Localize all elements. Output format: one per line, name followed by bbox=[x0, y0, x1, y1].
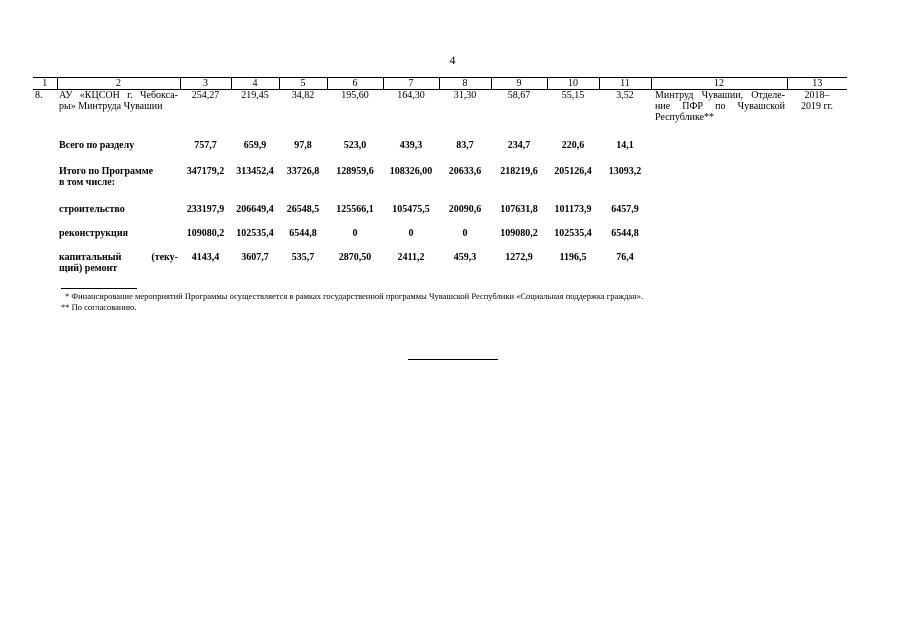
cell-value: 205126,4 bbox=[554, 165, 592, 177]
cell-value: 3607,7 bbox=[241, 251, 269, 263]
col-header: 8 bbox=[439, 78, 491, 90]
table-row bbox=[33, 166, 847, 204]
row-label: реконструкция bbox=[59, 227, 128, 239]
cell-value: 254,27 bbox=[191, 90, 220, 101]
page-number: 4 bbox=[449, 53, 456, 67]
org-name-line1: АУ «КЦСОН г. Чебокса- bbox=[59, 90, 178, 101]
cell-value: 108326,00 bbox=[389, 165, 433, 177]
cell-value: 234,7 bbox=[507, 139, 531, 151]
table-row bbox=[33, 204, 847, 228]
cell-value: 101173,9 bbox=[554, 203, 592, 215]
cell-value: 347179,2 bbox=[186, 165, 225, 177]
cell-value: 1196,5 bbox=[559, 251, 587, 263]
footnote-1: * Финансирование мероприятий Программы осуществляется в рамках государственной программы Чувашской Республики «Социальная поддержка граждан». bbox=[65, 291, 644, 301]
cell-value: 58,67 bbox=[507, 90, 531, 101]
cell-value: 439,3 bbox=[399, 139, 423, 151]
cell-value: 6544,8 bbox=[289, 227, 317, 239]
cell-value: 13093,2 bbox=[608, 165, 642, 177]
cell-value: 34,82 bbox=[291, 90, 315, 101]
cell-value: 535,7 bbox=[291, 251, 315, 263]
program-table bbox=[33, 77, 847, 280]
table-row bbox=[33, 140, 847, 166]
cell-value: 26548,5 bbox=[286, 203, 320, 215]
table-row bbox=[33, 228, 847, 252]
cell-value: 20633,6 bbox=[448, 165, 482, 177]
cell-value: 1272,9 bbox=[505, 251, 533, 263]
executor bbox=[651, 90, 787, 140]
cell-value: 0 bbox=[408, 227, 414, 239]
row-label: строительство bbox=[59, 203, 125, 215]
footnote-divider bbox=[61, 288, 137, 289]
cell-value: 218219,6 bbox=[500, 165, 538, 177]
header-row bbox=[33, 78, 847, 90]
term-line2: 2019 гг. bbox=[800, 101, 834, 112]
cell-value: 0 bbox=[462, 227, 468, 239]
col-header: 9 bbox=[491, 78, 547, 90]
cell-value: 76,4 bbox=[616, 251, 634, 263]
cell-value: 219,45 bbox=[241, 90, 269, 101]
cell-value: 757,7 bbox=[194, 139, 217, 151]
col-header: 4 bbox=[231, 78, 279, 90]
col-header: 1 bbox=[33, 78, 57, 90]
term-line1: 2018– bbox=[804, 90, 830, 101]
cell-value: 20090,6 bbox=[448, 203, 482, 215]
col-header: 7 bbox=[383, 78, 439, 90]
col-header: 3 bbox=[180, 78, 231, 90]
cell-value: 195,60 bbox=[341, 90, 369, 101]
cell-value: 107631,8 bbox=[500, 203, 538, 215]
cell-value: 109080,2 bbox=[500, 227, 538, 239]
row-label: Всего по разделу bbox=[59, 139, 135, 151]
cell-value: 523,0 bbox=[343, 139, 367, 151]
executor-line1: Минтруд Чувашии, Отделе- bbox=[655, 90, 785, 101]
executor-line2: ние ПФР по Чувашской bbox=[655, 101, 785, 112]
cell-value: 102535,4 bbox=[554, 227, 592, 239]
cell-value: 102535,4 bbox=[236, 227, 274, 239]
col-header: 11 bbox=[599, 78, 651, 90]
col-header: 13 bbox=[787, 78, 847, 90]
footnote-2: ** По согласованию. bbox=[61, 302, 137, 312]
cell-value: 83,7 bbox=[456, 139, 474, 151]
cell-value: 2411,2 bbox=[397, 251, 425, 263]
cell-value: 97,8 bbox=[294, 139, 312, 151]
cell-value: 459,3 bbox=[453, 251, 477, 263]
col-header: 6 bbox=[327, 78, 383, 90]
cell-value: 128959,6 bbox=[336, 165, 374, 177]
org-name-line2: ры» Минтруда Чувашии bbox=[59, 101, 163, 112]
cell-value: 125566,1 bbox=[336, 203, 374, 215]
row-number: 8. bbox=[35, 90, 43, 101]
cell-value: 206649,4 bbox=[236, 203, 274, 215]
cell-value: 6457,9 bbox=[611, 203, 639, 215]
col-header: 10 bbox=[547, 78, 599, 90]
cell-value: 220,6 bbox=[561, 139, 585, 151]
cell-value: 6544,8 bbox=[611, 227, 639, 239]
cell-value: 33726,8 bbox=[286, 165, 320, 177]
cell-value: 313452,4 bbox=[236, 165, 274, 177]
cell-value: 31,30 bbox=[453, 90, 477, 101]
cell-value: 3,52 bbox=[616, 90, 634, 101]
cell-value: 233197,9 bbox=[186, 203, 225, 215]
col-header: 5 bbox=[279, 78, 327, 90]
row-label: Итого по Программе в том числе: bbox=[59, 165, 154, 188]
executor-line3: Республике** bbox=[655, 112, 715, 123]
cell-value: 2870,50 bbox=[338, 251, 372, 263]
cell-value: 55,15 bbox=[561, 90, 585, 101]
cell-value: 4143,4 bbox=[191, 251, 220, 263]
table-row bbox=[33, 252, 847, 280]
col-header: 2 bbox=[57, 78, 180, 90]
org-name bbox=[57, 90, 180, 140]
cell-value: 105475,5 bbox=[392, 203, 430, 215]
cell-value: 164,30 bbox=[397, 90, 425, 101]
table-row bbox=[33, 90, 847, 140]
cell-value: 659,9 bbox=[243, 139, 267, 151]
cell-value: 109080,2 bbox=[186, 227, 225, 239]
end-divider bbox=[408, 359, 498, 360]
term bbox=[787, 90, 847, 140]
row-label: капитальный (теку- щий) ремонт bbox=[59, 251, 178, 274]
cell-value: 14,1 bbox=[616, 139, 634, 151]
col-header: 12 bbox=[651, 78, 787, 90]
cell-value: 0 bbox=[352, 227, 358, 239]
